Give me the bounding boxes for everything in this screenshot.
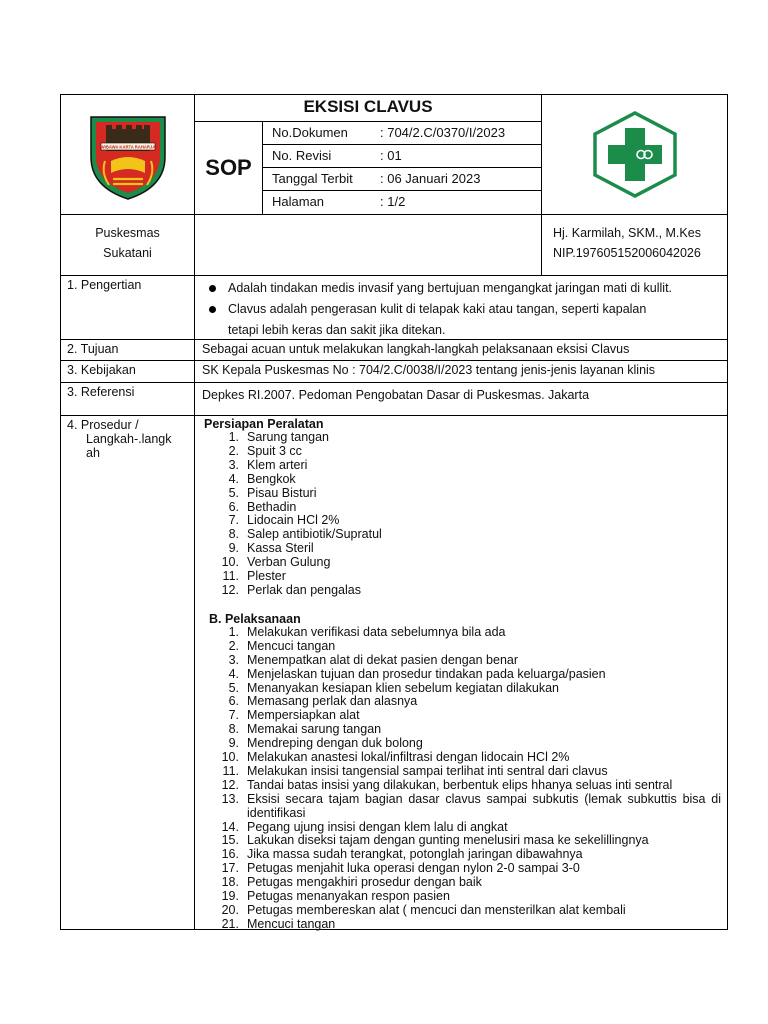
list-number: 3. xyxy=(228,457,239,472)
list-number: 8. xyxy=(228,527,239,542)
procedure-step xyxy=(202,821,721,835)
organization-row xyxy=(60,215,728,276)
list-number: 5. xyxy=(228,485,239,500)
bullet-text: Adalah tindakan medis invasif yang bertujuan mengangkat jaringan mati di kullit. xyxy=(228,281,673,295)
equipment-item xyxy=(202,473,721,487)
section-label-line: 4. Prosedur / xyxy=(67,418,139,432)
section-text: Sebagai acuan untuk melakukan langkah-langkah pelaksanaan eksisi Clavus xyxy=(202,342,630,356)
procedure-step xyxy=(202,848,721,862)
bullet-item xyxy=(202,278,721,299)
procedure-step xyxy=(202,834,721,848)
list-item-text: Pisau Bisturi xyxy=(247,485,317,500)
equipment-item xyxy=(202,514,721,528)
list-number: 2. xyxy=(228,638,239,653)
list-number: 17. xyxy=(221,861,239,876)
signer-block xyxy=(541,215,727,275)
meta-row xyxy=(263,168,541,191)
section-prosedur xyxy=(60,416,728,930)
list-item-text: Lakukan diseksi tajam dengan gunting menelusiri masa ke sekelillingnya xyxy=(247,833,649,848)
bullet-item xyxy=(202,299,721,320)
regency-logo-cell xyxy=(61,95,195,214)
list-number: 21. xyxy=(221,916,239,931)
meta-row xyxy=(263,145,541,168)
list-item-text: Menempatkan alat di dekat pasien dengan benar xyxy=(247,652,519,667)
list-item-text: Memakai sarung tangan xyxy=(247,722,382,737)
meta-value: : 1/2 xyxy=(380,194,406,209)
procedure-step xyxy=(202,876,721,890)
list-item-text: Sarung tangan xyxy=(247,430,330,444)
procedure-step xyxy=(202,654,721,668)
bullet-dot-icon xyxy=(209,306,216,313)
list-number: 4. xyxy=(228,666,239,681)
list-number: 19. xyxy=(221,889,239,904)
section-label: 3. Kebijakan xyxy=(61,361,195,382)
list-item-text: Eksisi secara tajam bagian dasar clavus sampai subkutis (lemak subkuttis bisa di identifikasi xyxy=(247,791,721,820)
list-item-text: Petugas menjahit luka operasi dengan nylon 2-0 sampai 3-0 xyxy=(247,861,580,876)
list-item-text: Melakukan insisi tangensial sampai terlihat inti sentral dari clavus xyxy=(247,763,608,778)
meta-value: : 01 xyxy=(380,148,402,163)
procedure-step xyxy=(202,723,721,737)
list-number: 13. xyxy=(221,791,239,806)
section-label xyxy=(61,416,195,929)
bullet-text: Clavus adalah pengerasan kulit di telapak kaki atau tangan, seperti kapalan xyxy=(228,302,647,316)
procedure-step xyxy=(202,626,721,640)
list-number: 10. xyxy=(221,750,239,765)
meta-row xyxy=(263,122,541,145)
list-number: 3. xyxy=(228,652,239,667)
list-item-text: Mencuci tangan xyxy=(247,916,336,931)
pelaksanaan-heading: B. Pelaksanaan xyxy=(209,611,301,626)
procedure-step xyxy=(202,862,721,876)
section-text: SK Kepala Puskesmas No : 704/2.C/0038/I/2023 tentang jenis-jenis layanan klinis xyxy=(202,363,656,377)
persiapan-heading: Persiapan Peralatan xyxy=(204,417,324,431)
procedure-step xyxy=(202,890,721,904)
list-number: 1. xyxy=(228,430,239,444)
procedure-step xyxy=(202,668,721,682)
equipment-item xyxy=(202,556,721,570)
list-number: 18. xyxy=(221,875,239,890)
sop-header xyxy=(60,94,728,215)
list-item-text: Verban Gulung xyxy=(247,555,331,570)
list-item-text: Plester xyxy=(247,569,286,584)
list-item-text: Salep antibiotik/Supratul xyxy=(247,527,382,542)
bullet-continuation xyxy=(202,320,721,341)
list-item-text: Kassa Steril xyxy=(247,541,314,556)
list-number: 14. xyxy=(221,819,239,834)
meta-label: No. Revisi xyxy=(272,148,332,163)
list-item-text: Petugas mengakhiri prosedur dengan baik xyxy=(247,875,482,890)
procedure-step xyxy=(202,695,721,709)
list-item-text: Bethadin xyxy=(247,499,297,514)
list-number: 9. xyxy=(228,541,239,556)
list-number: 4. xyxy=(228,471,239,486)
list-number: 11. xyxy=(222,569,239,584)
list-item-text: Mempersiapkan alat xyxy=(247,708,360,723)
list-item-text: Spuit 3 cc xyxy=(247,443,302,458)
list-number: 6. xyxy=(228,499,239,514)
puskesmas-logo-cell xyxy=(541,95,727,214)
section-kebijakan xyxy=(60,361,728,383)
document-title: EKSISI CLAVUS xyxy=(195,95,541,122)
equipment-item xyxy=(202,528,721,542)
list-item-text: Perlak dan pengalas xyxy=(247,582,361,597)
list-number: 15. xyxy=(221,833,239,848)
section-referensi xyxy=(60,383,728,416)
list-item-text: Jika massa sudah terangkat, potonglah jaringan dibawahnya xyxy=(247,847,583,862)
list-number: 7. xyxy=(228,513,239,528)
equipment-list xyxy=(202,431,721,598)
list-item-text: Bengkok xyxy=(247,471,296,486)
meta-value: : 704/2.C/0370/I/2023 xyxy=(380,125,506,140)
list-item-text: Mencuci tangan xyxy=(247,638,336,653)
puskesmas-name-line: Puskesmas xyxy=(95,226,160,240)
document-meta xyxy=(263,122,541,214)
equipment-item xyxy=(202,445,721,459)
list-item-text: Melakukan anastesi lokal/infiltrasi dengan lidocain HCl 2% xyxy=(247,750,570,765)
equipment-item xyxy=(202,584,721,598)
list-item-text: Mendreping dengan duk bolong xyxy=(247,736,423,751)
procedure-steps-list xyxy=(202,626,721,932)
puskesmas-name xyxy=(61,215,195,275)
signer-nip: NIP.197605152006042026 xyxy=(553,246,701,260)
section-body xyxy=(195,276,727,341)
puskesmas-name-line: Sukatani xyxy=(103,246,152,260)
section-label: 1. Pengertian xyxy=(61,276,195,339)
procedure-step xyxy=(202,709,721,723)
equipment-item xyxy=(202,431,721,445)
list-number: 12. xyxy=(221,777,239,792)
equipment-item xyxy=(202,542,721,556)
procedure-step xyxy=(202,918,721,932)
procedure-step xyxy=(202,751,721,765)
equipment-item xyxy=(202,501,721,515)
list-item-text: Menanyakan kesiapan klien sebelum kegiatan dilakukan xyxy=(247,680,560,695)
list-number: 8. xyxy=(228,722,239,737)
section-tujuan xyxy=(60,340,728,361)
list-number: 20. xyxy=(221,903,239,917)
list-item-text: Lidocain HCl 2% xyxy=(247,513,340,528)
section-label-line: Langkah-.langk xyxy=(86,432,172,446)
meta-label: No.Dokumen xyxy=(272,125,348,140)
procedure-step xyxy=(202,682,721,696)
procedure-step xyxy=(202,779,721,793)
list-number: 7. xyxy=(228,708,239,723)
equipment-item xyxy=(202,459,721,473)
section-body xyxy=(195,416,727,932)
list-number: 5. xyxy=(228,680,239,695)
list-item-text: Petugas membereskan alat ( mencuci dan mensterilkan alat kembali xyxy=(247,903,626,917)
meta-row xyxy=(263,191,541,214)
regency-shield-icon xyxy=(61,95,195,214)
sop-label: SOP xyxy=(195,122,263,214)
regency-banner-text: WIBAWA KARTA RAHARJA xyxy=(100,144,156,150)
list-item-text: Memasang perlak dan alasnya xyxy=(247,694,418,709)
list-number: 11. xyxy=(222,763,239,778)
procedure-step xyxy=(202,737,721,751)
meta-label: Halaman xyxy=(272,194,325,209)
section-label: 3. Referensi xyxy=(61,383,195,415)
list-item-text: Klem arteri xyxy=(247,457,308,472)
list-item-text: Tandai batas insisi yang dilakukan, berbentuk elips hhanya seluas inti sentral xyxy=(247,777,673,792)
puskesmas-cross-icon xyxy=(542,95,728,214)
list-item-text: Petugas menanyakan respon pasien xyxy=(247,889,450,904)
list-number: 1. xyxy=(228,624,239,639)
meta-label: Tanggal Terbit xyxy=(272,171,353,186)
bullet-text: tetapi lebih keras dan sakit jika ditekan. xyxy=(228,323,446,337)
list-number: 9. xyxy=(228,736,239,751)
procedure-step xyxy=(202,640,721,654)
bullet-dot-icon xyxy=(209,285,216,292)
list-number: 6. xyxy=(228,694,239,709)
procedure-step xyxy=(202,793,721,821)
equipment-item xyxy=(202,487,721,501)
equipment-item xyxy=(202,570,721,584)
list-item-text: Pegang ujung insisi dengan klem lalu di angkat xyxy=(247,819,508,834)
list-number: 2. xyxy=(228,443,239,458)
section-label-line: ah xyxy=(86,446,100,460)
list-number: 12. xyxy=(221,582,239,597)
procedure-step xyxy=(202,765,721,779)
list-number: 10. xyxy=(221,555,239,570)
section-text: Depkes RI.2007. Pedoman Pengobatan Dasar di Puskesmas. Jakarta xyxy=(202,388,590,402)
section-label: 2. Tujuan xyxy=(61,340,195,360)
signer-name: Hj. Karmilah, SKM., M.Kes xyxy=(553,226,701,240)
list-item-text: Menjelaskan tujuan dan prosedur tindakan pada keluarga/pasien xyxy=(247,666,606,681)
procedure-step xyxy=(202,904,721,918)
meta-value: : 06 Januari 2023 xyxy=(380,171,481,186)
section-pengertian xyxy=(60,276,728,340)
list-number: 16. xyxy=(221,847,239,862)
list-item-text: Melakukan verifikasi data sebelumnya bila ada xyxy=(247,624,506,639)
